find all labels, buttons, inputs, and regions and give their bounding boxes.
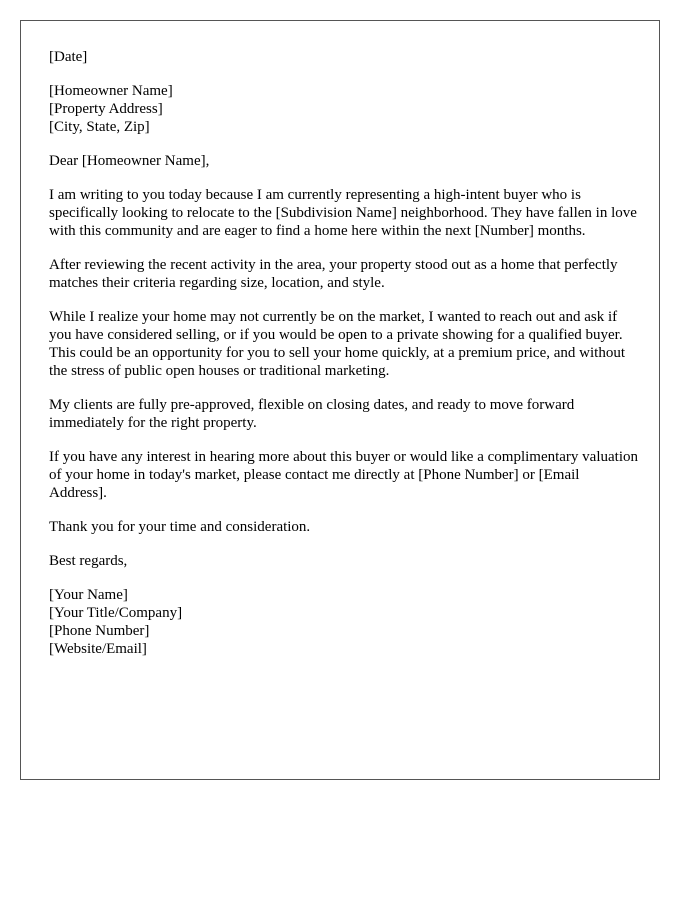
recipient-name: [Homeowner Name]	[49, 83, 173, 99]
paragraph-offer: While I realize your home may not currently be on the market, I wanted to reach out and ask if you have considered selling, or if you would be open to a private showing for a qualified buyer. This could be an opportunity for you to sell your home quickly, at a premium price, and without the stress of public open houses or traditional marketing.	[49, 309, 625, 379]
recipient-city-state-zip: [City, State, Zip]	[49, 119, 150, 135]
signature-website-email: [Website/Email]	[49, 641, 147, 657]
salutation: Dear [Homeowner Name],	[49, 153, 210, 169]
letter-page	[20, 20, 660, 780]
signature-block	[49, 586, 639, 658]
letter-body	[49, 48, 639, 674]
letter-date: [Date]	[49, 49, 88, 65]
signature-title-company: [Your Title/Company]	[49, 605, 183, 621]
paragraph-property: After reviewing the recent activity in the area, your property stood out as a home that perfectly matches their criteria regarding size, location, and style.	[49, 257, 618, 291]
paragraph-contact: If you have any interest in hearing more about this buyer or would like a complimentary valuation of your home in today's market, please contact me directly at [Phone Number] or [Email Address].	[49, 449, 638, 501]
paragraph-clients: My clients are fully pre-approved, flexible on closing dates, and ready to move forward immediately for the right property.	[49, 397, 575, 431]
paragraph-thanks: Thank you for your time and consideration.	[49, 519, 311, 535]
signature-phone: [Phone Number]	[49, 623, 150, 639]
closing: Best regards,	[49, 553, 128, 569]
paragraph-intro: I am writing to you today because I am currently representing a high-intent buyer who is specifically looking to relocate to the [Subdivision Name] neighborhood. They have fallen in love with this community and are eager to find a home here within the next [Number] months.	[49, 187, 637, 239]
recipient-block	[49, 82, 639, 136]
signature-name: [Your Name]	[49, 587, 128, 603]
recipient-address: [Property Address]	[49, 101, 163, 117]
